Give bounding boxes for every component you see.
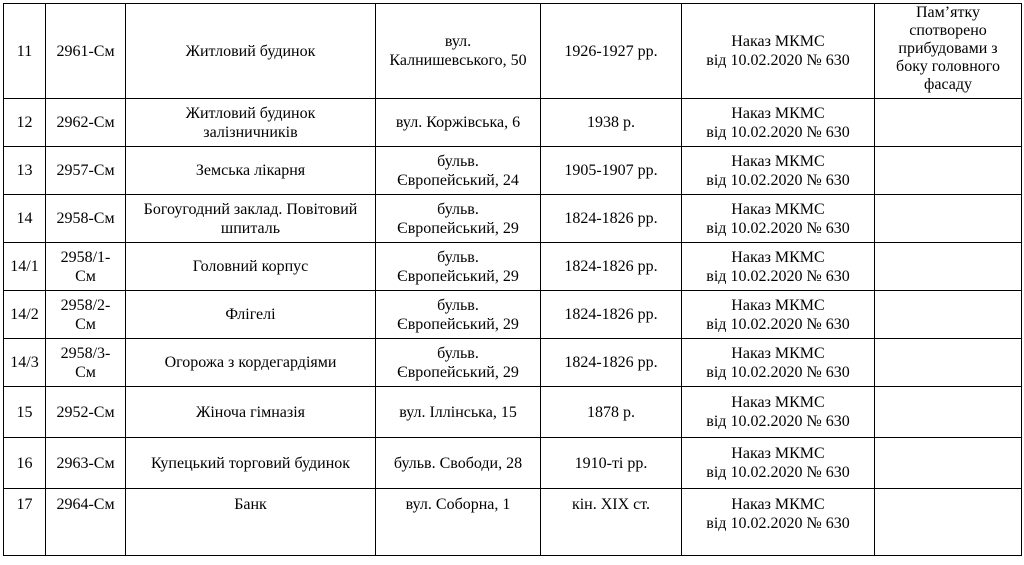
condition-note	[875, 489, 1022, 556]
monument-address: вул. Калнишевського, 50	[376, 4, 541, 99]
monument-name: Богоугодний заклад. Повітовий шпиталь	[126, 195, 376, 243]
order-reference: Наказ МКМС від 10.02.2020 № 630	[682, 489, 875, 556]
monument-date: 1824-1826 рр.	[541, 339, 682, 387]
monument-name: Купецький торговий будинок	[126, 438, 376, 489]
order-reference: Наказ МКМС від 10.02.2020 № 630	[682, 4, 875, 99]
row-number: 14/2	[4, 291, 46, 339]
protection-code: 2964-См	[46, 489, 126, 556]
row-number: 14/3	[4, 339, 46, 387]
table-row	[4, 339, 1022, 387]
table-row	[4, 438, 1022, 489]
monuments-table	[3, 3, 1022, 556]
protection-code: 2958/2- См	[46, 291, 126, 339]
monument-address: бульв. Європейський, 29	[376, 339, 541, 387]
monument-name: Головний корпус	[126, 243, 376, 291]
protection-code: 2958-См	[46, 195, 126, 243]
order-reference: Наказ МКМС від 10.02.2020 № 630	[682, 339, 875, 387]
monument-address: бульв. Європейський, 29	[376, 195, 541, 243]
monument-name: Житловий будинок	[126, 4, 376, 99]
monument-date: кін. XIX ст.	[541, 489, 682, 556]
monument-date: 1824-1826 рр.	[541, 243, 682, 291]
monument-date: 1878 р.	[541, 387, 682, 438]
table-row	[4, 99, 1022, 147]
monument-address: бульв. Європейський, 24	[376, 147, 541, 195]
protection-code: 2958/1- См	[46, 243, 126, 291]
condition-note: Пам’ятку спотворено прибудовами з боку головного фасаду	[875, 4, 1022, 99]
order-reference: Наказ МКМС від 10.02.2020 № 630	[682, 147, 875, 195]
protection-code: 2961-См	[46, 4, 126, 99]
monument-name: Земська лікарня	[126, 147, 376, 195]
order-reference: Наказ МКМС від 10.02.2020 № 630	[682, 99, 875, 147]
monument-date: 1824-1826 рр.	[541, 195, 682, 243]
row-number: 15	[4, 387, 46, 438]
condition-note	[875, 147, 1022, 195]
monument-address: вул. Іллінська, 15	[376, 387, 541, 438]
row-number: 14	[4, 195, 46, 243]
monument-address: вул. Коржівська, 6	[376, 99, 541, 147]
condition-note	[875, 339, 1022, 387]
monument-date: 1926-1927 рр.	[541, 4, 682, 99]
order-reference: Наказ МКМС від 10.02.2020 № 630	[682, 195, 875, 243]
monument-address: бульв. Свободи, 28	[376, 438, 541, 489]
protection-code: 2957-См	[46, 147, 126, 195]
row-number: 12	[4, 99, 46, 147]
monument-date: 1910-ті рр.	[541, 438, 682, 489]
order-reference: Наказ МКМС від 10.02.2020 № 630	[682, 438, 875, 489]
condition-note	[875, 438, 1022, 489]
table-row	[4, 489, 1022, 556]
table-row	[4, 243, 1022, 291]
row-number: 13	[4, 147, 46, 195]
row-number: 16	[4, 438, 46, 489]
monument-address: бульв. Європейський, 29	[376, 291, 541, 339]
condition-note	[875, 387, 1022, 438]
order-reference: Наказ МКМС від 10.02.2020 № 630	[682, 387, 875, 438]
row-number: 14/1	[4, 243, 46, 291]
monument-name: Банк	[126, 489, 376, 556]
table-row	[4, 291, 1022, 339]
table-row	[4, 387, 1022, 438]
monument-name: Флігелі	[126, 291, 376, 339]
row-number: 11	[4, 4, 46, 99]
monument-name: Жіноча гімназія	[126, 387, 376, 438]
monument-address: вул. Соборна, 1	[376, 489, 541, 556]
protection-code: 2958/3- См	[46, 339, 126, 387]
condition-note	[875, 243, 1022, 291]
table-row	[4, 147, 1022, 195]
row-number: 17	[4, 489, 46, 556]
monument-date: 1905-1907 рр.	[541, 147, 682, 195]
monument-name: Житловий будинок залізничників	[126, 99, 376, 147]
protection-code: 2952-См	[46, 387, 126, 438]
order-reference: Наказ МКМС від 10.02.2020 № 630	[682, 243, 875, 291]
condition-note	[875, 99, 1022, 147]
condition-note	[875, 291, 1022, 339]
monument-date: 1938 р.	[541, 99, 682, 147]
monument-name: Огорожа з кордегардіями	[126, 339, 376, 387]
protection-code: 2962-См	[46, 99, 126, 147]
order-reference: Наказ МКМС від 10.02.2020 № 630	[682, 291, 875, 339]
monument-address: бульв. Європейський, 29	[376, 243, 541, 291]
table-row	[4, 195, 1022, 243]
table-row	[4, 4, 1022, 99]
condition-note	[875, 195, 1022, 243]
protection-code: 2963-См	[46, 438, 126, 489]
monument-date: 1824-1826 рр.	[541, 291, 682, 339]
